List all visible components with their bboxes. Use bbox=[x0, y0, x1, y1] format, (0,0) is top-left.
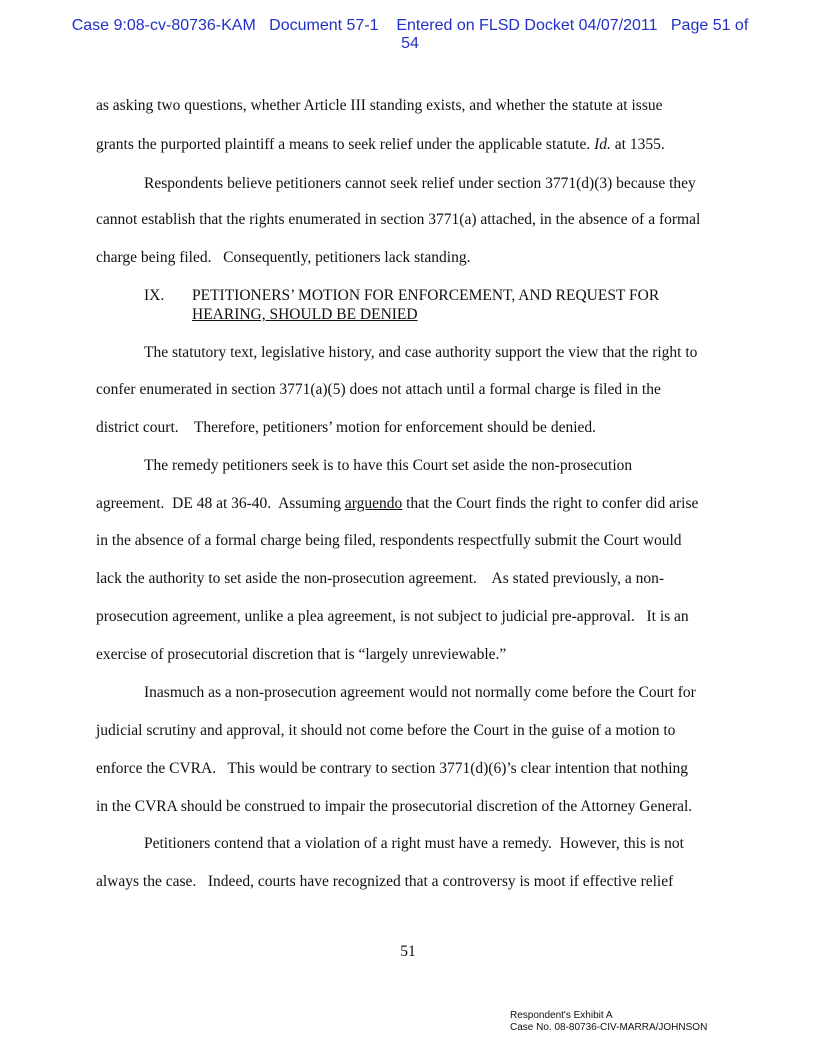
latin-term-underlined: arguendo bbox=[344, 495, 403, 512]
text-span: at 1355. bbox=[610, 136, 665, 153]
document-number: Document 57-1 bbox=[269, 17, 379, 34]
section-heading-line-1: PETITIONERS’ MOTION FOR ENFORCEMENT, AND REQUEST FOR bbox=[192, 287, 660, 304]
exhibit-label: Respondent's Exhibit A bbox=[510, 1010, 613, 1021]
text-line: always the case. Indeed, courts have recognized that a controversy is moot if effective relief bbox=[96, 873, 674, 890]
citation-italic: Id. bbox=[594, 136, 611, 153]
text-span: that the Court finds the right to confer did arise bbox=[402, 495, 699, 512]
text-span: grants the purported plaintiff a means to seek relief under the applicable statute. bbox=[96, 136, 595, 153]
text-line: judicial scrutiny and approval, it should not come before the Court in the guise of a motion to bbox=[96, 722, 676, 739]
section-number: IX. bbox=[144, 287, 165, 304]
text-line: enforce the CVRA. This would be contrary to section 3771(d)(6)’s clear intention that nothing bbox=[96, 760, 689, 777]
text-line: in the absence of a formal charge being filed, respondents respectfully submit the Court would bbox=[96, 532, 682, 549]
text-line: Inasmuch as a non-prosecution agreement would not normally come before the Court for bbox=[144, 684, 696, 701]
text-line: The remedy petitioners seek is to have this Court set aside the non-prosecution bbox=[144, 457, 633, 474]
page-number: 51 bbox=[400, 943, 416, 960]
text-line: as asking two questions, whether Article III standing exists, and whether the statute at issue bbox=[96, 97, 663, 114]
docket-header bbox=[60, 17, 760, 53]
text-line: cannot establish that the rights enumerated in section 3771(a) attached, in the absence of a formal bbox=[96, 211, 701, 228]
text-line: confer enumerated in section 3771(a)(5) does not attach until a formal charge is filed in the bbox=[96, 381, 661, 398]
docket-entry: Entered on FLSD Docket 04/07/2011 bbox=[396, 17, 658, 34]
text-line: Petitioners contend that a violation of a right must have a remedy. However, this is not bbox=[144, 835, 684, 852]
docket-header-line-1 bbox=[60, 17, 760, 35]
text-span: agreement. DE 48 at 36-40. Assuming bbox=[96, 495, 345, 512]
page-of: Page 51 of bbox=[670, 17, 749, 34]
text-line: exercise of prosecutorial discretion that is “largely unreviewable.” bbox=[96, 646, 507, 663]
text-line bbox=[96, 495, 726, 513]
page-total: 54 bbox=[401, 35, 419, 52]
exhibit-case-number: Case No. 08-80736-CIV-MARRA/JOHNSON bbox=[510, 1022, 708, 1033]
text-line: prosecution agreement, unlike a plea agreement, is not subject to judicial pre-approval. It is an bbox=[96, 608, 689, 625]
text-line: lack the authority to set aside the non-prosecution agreement. As stated previously, a non- bbox=[96, 570, 665, 587]
section-heading-line-2: HEARING, SHOULD BE DENIED bbox=[192, 306, 418, 323]
text-line bbox=[96, 136, 726, 154]
text-line: The statutory text, legislative history, and case authority support the view that the right to bbox=[144, 344, 698, 361]
text-line: charge being filed. Consequently, petitioners lack standing. bbox=[96, 249, 471, 266]
text-line: district court. Therefore, petitioners’ motion for enforcement should be denied. bbox=[96, 419, 597, 436]
case-number: Case 9:08-cv-80736-KAM bbox=[71, 17, 256, 34]
text-line: in the CVRA should be construed to impair the prosecutorial discretion of the Attorney General. bbox=[96, 798, 693, 815]
text-line: Respondents believe petitioners cannot seek relief under section 3771(d)(3) because they bbox=[144, 175, 696, 192]
